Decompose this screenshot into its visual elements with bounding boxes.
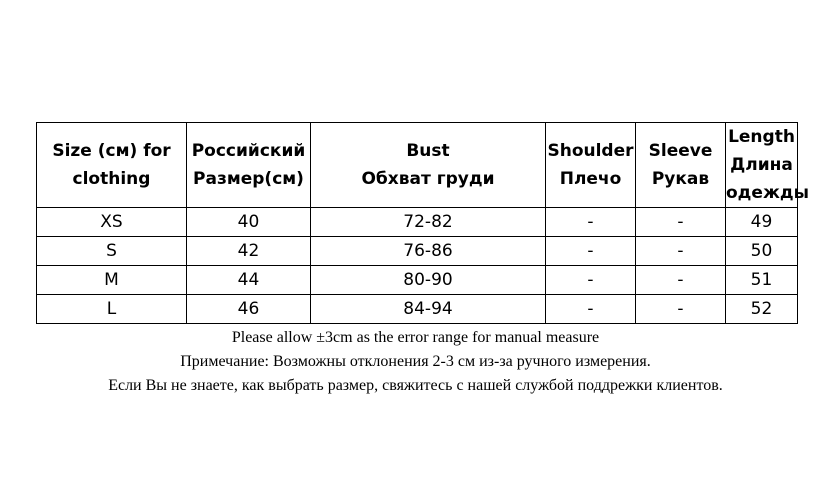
header-line: Sleeve [648, 141, 713, 161]
table-cell: 42 [187, 237, 311, 266]
header-bust [311, 123, 546, 208]
table-cell: - [546, 295, 636, 324]
table-cell: XS [37, 208, 187, 237]
note-error-range: Please allow ±3cm as the error range for manual measure [231, 329, 600, 346]
header-line: Length [728, 127, 795, 147]
header-line: Размер(см) [193, 169, 304, 189]
table-cell: - [636, 295, 726, 324]
table-row [37, 295, 798, 324]
table-cell: 84-94 [311, 295, 546, 324]
table-cell: 76-86 [311, 237, 546, 266]
header-line: Обхват груди [361, 169, 495, 189]
header-size [37, 123, 187, 208]
header-line: clothing [72, 169, 151, 189]
header-line: Длина одежды [726, 155, 809, 203]
header-line: Bust [406, 141, 450, 161]
header-length [726, 123, 809, 208]
table-cell: 72-82 [311, 208, 546, 237]
table-cell: S [37, 237, 187, 266]
table-cell: 40 [187, 208, 311, 237]
table-cell: - [546, 208, 636, 237]
table-row [37, 208, 798, 237]
header-line: Российский [191, 141, 306, 161]
table-cell: 50 [726, 237, 798, 266]
note-support-ru: Если Вы не знаете, как выбрать размер, свяжитесь с нашей службой поддрежки клиентов. [108, 377, 723, 394]
table-cell: L [37, 295, 187, 324]
table-cell: - [636, 237, 726, 266]
table-row [37, 237, 798, 266]
table-cell: - [546, 237, 636, 266]
note-deviation-ru: Примечание: Возможны отклонения 2-3 см из-за ручного измерения. [180, 353, 651, 370]
header-shoulder [546, 123, 636, 208]
table-cell: 51 [726, 266, 798, 295]
table-cell: 46 [187, 295, 311, 324]
table-cell: 80-90 [311, 266, 546, 295]
header-ru-size [187, 123, 311, 208]
header-line: Плечо [559, 169, 622, 189]
table-cell: - [636, 266, 726, 295]
table-cell: 49 [726, 208, 798, 237]
table-cell: - [636, 208, 726, 237]
header-line: Size (см) for [52, 141, 171, 161]
table-row [37, 266, 798, 295]
table-cell: M [37, 266, 187, 295]
header-line: Рукав [651, 169, 710, 189]
table-cell: - [546, 266, 636, 295]
table-cell: 52 [726, 295, 798, 324]
size-chart-table [36, 122, 809, 324]
measurement-notes [0, 326, 831, 398]
header-line: Shoulder [547, 141, 634, 161]
table-cell: 44 [187, 266, 311, 295]
table-header-row [37, 123, 798, 208]
header-sleeve [636, 123, 726, 208]
